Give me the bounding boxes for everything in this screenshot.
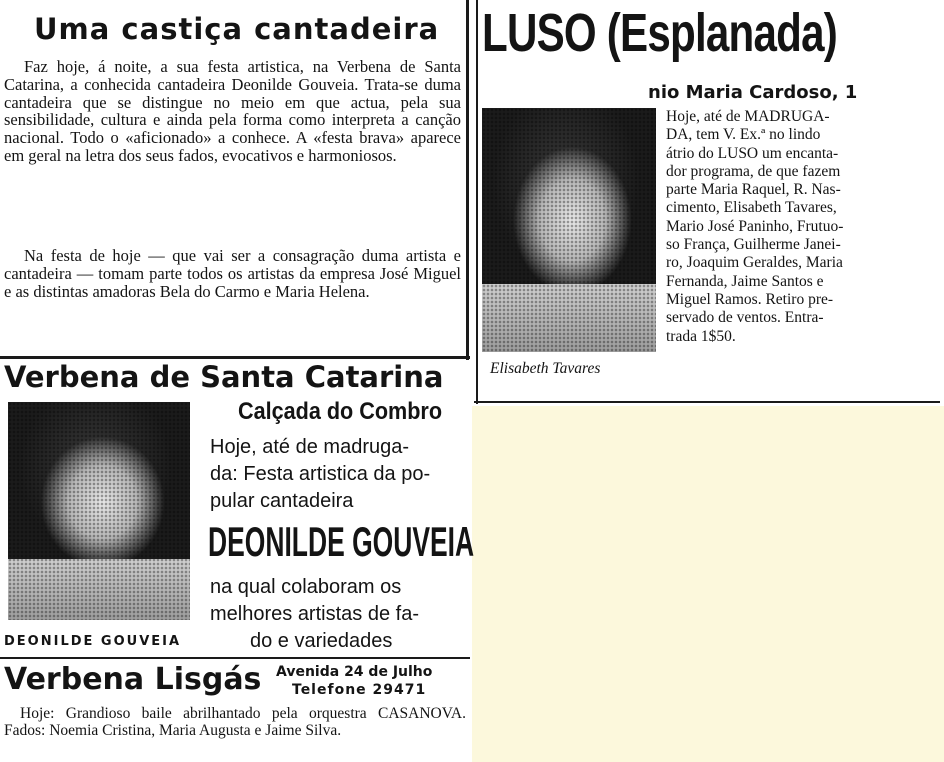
luso-line: so França, Guilherme Janei-: [666, 236, 841, 254]
luso-body: [666, 108, 938, 346]
luso-photo-shoulder: [482, 284, 656, 352]
catarina-line: Hoje, até de madruga-: [210, 436, 410, 458]
lisgas-body: Hoje: Grandioso baile abrilhantado pela orquestra CASANOVA. Fados: Noemia Cristina, Maria Augusta e Jaime Silva.: [4, 705, 466, 739]
catarina-subhead: Calçada do Combro: [238, 398, 443, 425]
luso-line: dor programa, de que fazem: [666, 162, 841, 180]
luso-line: Mario José Paninho, Frutuo-: [666, 217, 844, 235]
section-rule-top: [0, 356, 470, 359]
catarina-headline: Verbena de Santa Catarina: [4, 360, 444, 394]
catarina-photo: [8, 402, 190, 620]
lisgas-address: Avenida 24 de Julho: [276, 664, 433, 680]
catarina-photo-shoulder: [8, 559, 190, 620]
luso-address: nio Maria Cardoso, 1: [648, 82, 858, 103]
luso-headline: LUSO (Esplanada): [482, 3, 837, 63]
lisgas-phone: Telefone 29471: [292, 682, 427, 698]
column-rule-vertical: [466, 0, 469, 360]
castica-paragraph-2: Na festa de hoje — que vai ser a consagração duma artista e cantadeira — tomam parte todos os artistas da empresa José Miguel e as distintas amadoras Bela do Carmo e Maria Helena.: [4, 246, 461, 301]
catarina-artist-name: DEONILDE GOUVEIA: [208, 518, 475, 565]
lisgas-headline: Verbena Lisgás: [4, 662, 262, 697]
luso-line: servado de ventos. Entra-: [666, 309, 824, 327]
section-rule-lisgas: [0, 657, 470, 659]
luso-line: Miguel Ramos. Retiro pre-: [666, 290, 834, 308]
catarina-line: do e variedades: [250, 630, 393, 652]
catarina-text: [210, 434, 468, 515]
castica-paragraph-1: Faz hoje, á noite, a sua festa artistica, na Verbena de Santa Catarina, a conhecida cantadeira Deonilde Gouveia. Trata-se duma cantadeira que se distingue no meio em que actua, pela sua sensibilidade, cultura e ainda pela forma como interpreta a canção nacional. Todo o «aficionado» a conhece. A «festa brava» aparece em geral na letra dos seus fados, evocativos e harmoniosos.: [4, 57, 461, 165]
catarina-line: pular cantadeira: [210, 490, 354, 512]
luso-photo: [482, 108, 656, 352]
catarina-line: melhores artistas de fa-: [210, 603, 419, 625]
castica-headline: Uma castiça cantadeira: [34, 12, 440, 46]
catarina-photo-caption: DEONILDE GOUVEIA: [4, 634, 182, 649]
luso-line: DA, tem V. Ex.ª no lindo: [666, 126, 821, 144]
luso-line: cimento, Elisabeth Tavares,: [666, 199, 837, 217]
luso-line: Hoje, até de MADRUGA-: [666, 108, 830, 125]
luso-line: ro, Joaquim Geraldes, Maria: [666, 254, 843, 272]
luso-line: átrio do LUSO um encanta-: [666, 144, 839, 162]
catarina-line: na qual colaboram os: [210, 576, 402, 598]
luso-photo-caption: Elisabeth Tavares: [490, 360, 601, 377]
luso-rule-bottom: [474, 401, 940, 403]
luso-rule-vertical: [476, 0, 478, 404]
luso-line: trada 1$50.: [666, 327, 736, 345]
luso-line: Fernanda, Jaime Santos e: [666, 272, 824, 290]
catarina-line: da: Festa artistica da po-: [210, 463, 431, 485]
catarina-after-text: [210, 574, 468, 655]
luso-line: parte Maria Raquel, R. Nas-: [666, 181, 841, 199]
